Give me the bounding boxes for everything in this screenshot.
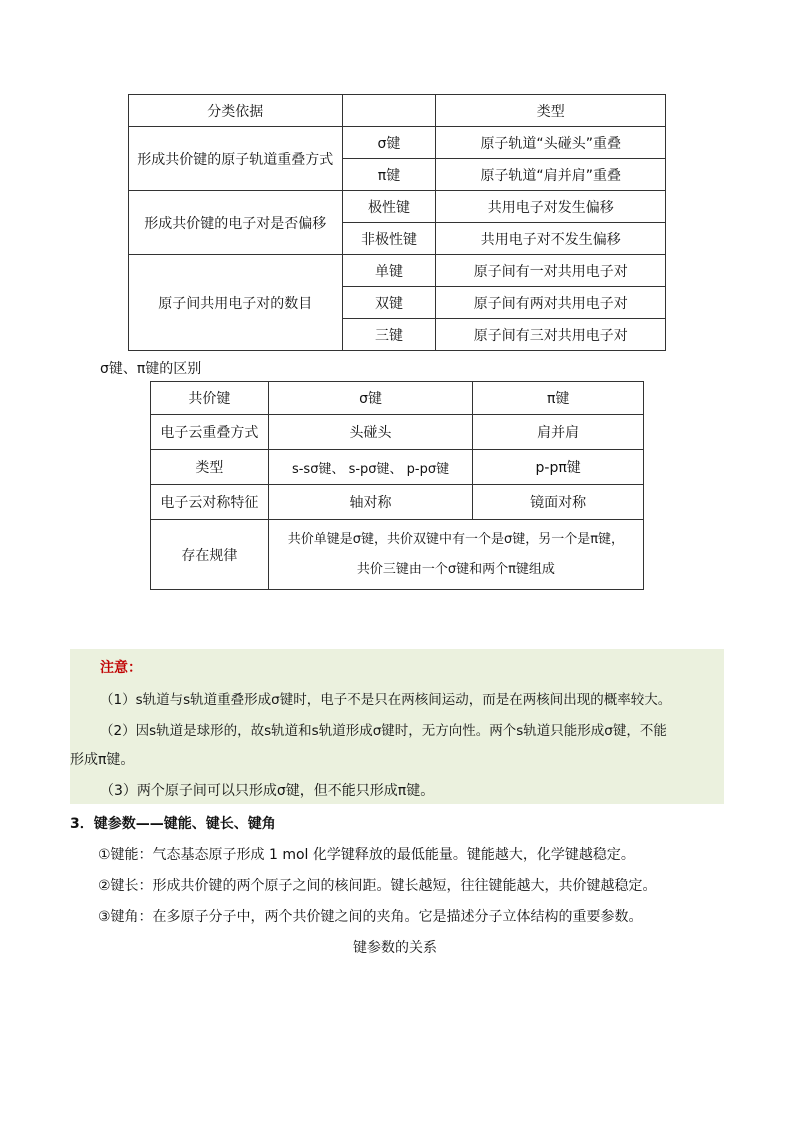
pi-cell: 肩并肩: [473, 415, 644, 450]
note-line-2-cont: 形成π键。: [70, 752, 135, 768]
bond-desc-cell: 原子轨道“肩并肩”重叠: [436, 159, 666, 191]
sigma-pi-comparison-table: [150, 381, 644, 590]
bond-desc-cell: 原子轨道“头碰头”重叠: [436, 127, 666, 159]
note-line-1: （1）s轨道与s轨道重叠形成σ键时，电子不是只在两核间运动，而是在两核间出现的概率较大。: [100, 692, 672, 708]
item-bond-energy: ①键能：气态基态原子形成 1 mol 化学键释放的最低能量。键能越大，化学键越稳定。: [98, 847, 635, 863]
sigma-cell: 头碰头: [268, 415, 473, 450]
bond-desc-cell: 原子间有两对共用电子对: [436, 287, 666, 319]
bond-type-cell: π键: [342, 159, 436, 191]
note-line-3: （3）两个原子间可以只形成σ键，但不能只形成π键。: [100, 783, 435, 799]
note-box: [70, 649, 724, 804]
sigma-cell: 轴对称: [268, 485, 473, 520]
pi-cell: 镜面对称: [473, 485, 644, 520]
bond-type-cell: σ键: [342, 127, 436, 159]
header-empty: [342, 95, 436, 127]
sigma-cell: s-sσ键、 s-pσ键、 p-pσ键: [268, 450, 473, 485]
row-label: 电子云重叠方式: [151, 415, 269, 450]
pi-cell: p-pπ键: [473, 450, 644, 485]
header-basis: 分类依据: [129, 95, 343, 127]
rule-cell: [268, 520, 643, 590]
bond-classification-table: [128, 94, 666, 351]
note-title: 注意：: [100, 660, 142, 676]
bond-type-cell: 双键: [342, 287, 436, 319]
rule-line-1: 共价单键是σ键，共价双键中有一个是σ键，另一个是π键，: [287, 531, 625, 547]
bond-type-cell: 三键: [342, 319, 436, 351]
item-bond-length: ②键长：形成共价键的两个原子之间的核间距。键长越短，往往键能越大，共价键越稳定。: [98, 878, 657, 894]
basis-pair-count: 原子间共用电子对的数目: [129, 255, 343, 351]
bond-type-cell: 极性键: [342, 191, 436, 223]
header-sigma: σ键: [268, 382, 473, 415]
bond-type-cell: 非极性键: [342, 223, 436, 255]
bond-desc-cell: 原子间有三对共用电子对: [436, 319, 666, 351]
header-pi: π键: [473, 382, 644, 415]
basis-overlap: 形成共价键的原子轨道重叠方式: [129, 127, 343, 191]
table2-caption: σ键、π键的区别: [100, 361, 202, 377]
header-covalent-bond: 共价键: [151, 382, 269, 415]
bond-type-cell: 单键: [342, 255, 436, 287]
rule-line-2: 共价三键由一个σ键和两个π键组成: [356, 561, 555, 577]
header-type: 类型: [436, 95, 666, 127]
relationship-caption: 键参数的关系: [353, 940, 437, 956]
section-heading: 3．键参数——键能、键长、键角: [70, 816, 276, 832]
note-line-2: （2）因s轨道是球形的，故s轨道和s轨道形成σ键时，无方向性。两个s轨道只能形成σ键，不能: [100, 723, 667, 739]
bond-desc-cell: 共用电子对发生偏移: [436, 191, 666, 223]
item-bond-angle: ③键角：在多原子分子中，两个共价键之间的夹角。它是描述分子立体结构的重要参数。: [98, 909, 643, 925]
basis-polarity: 形成共价键的电子对是否偏移: [129, 191, 343, 255]
bond-desc-cell: 原子间有一对共用电子对: [436, 255, 666, 287]
bond-desc-cell: 共用电子对不发生偏移: [436, 223, 666, 255]
row-label: 类型: [151, 450, 269, 485]
row-label: 存在规律: [151, 520, 269, 590]
row-label: 电子云对称特征: [151, 485, 269, 520]
